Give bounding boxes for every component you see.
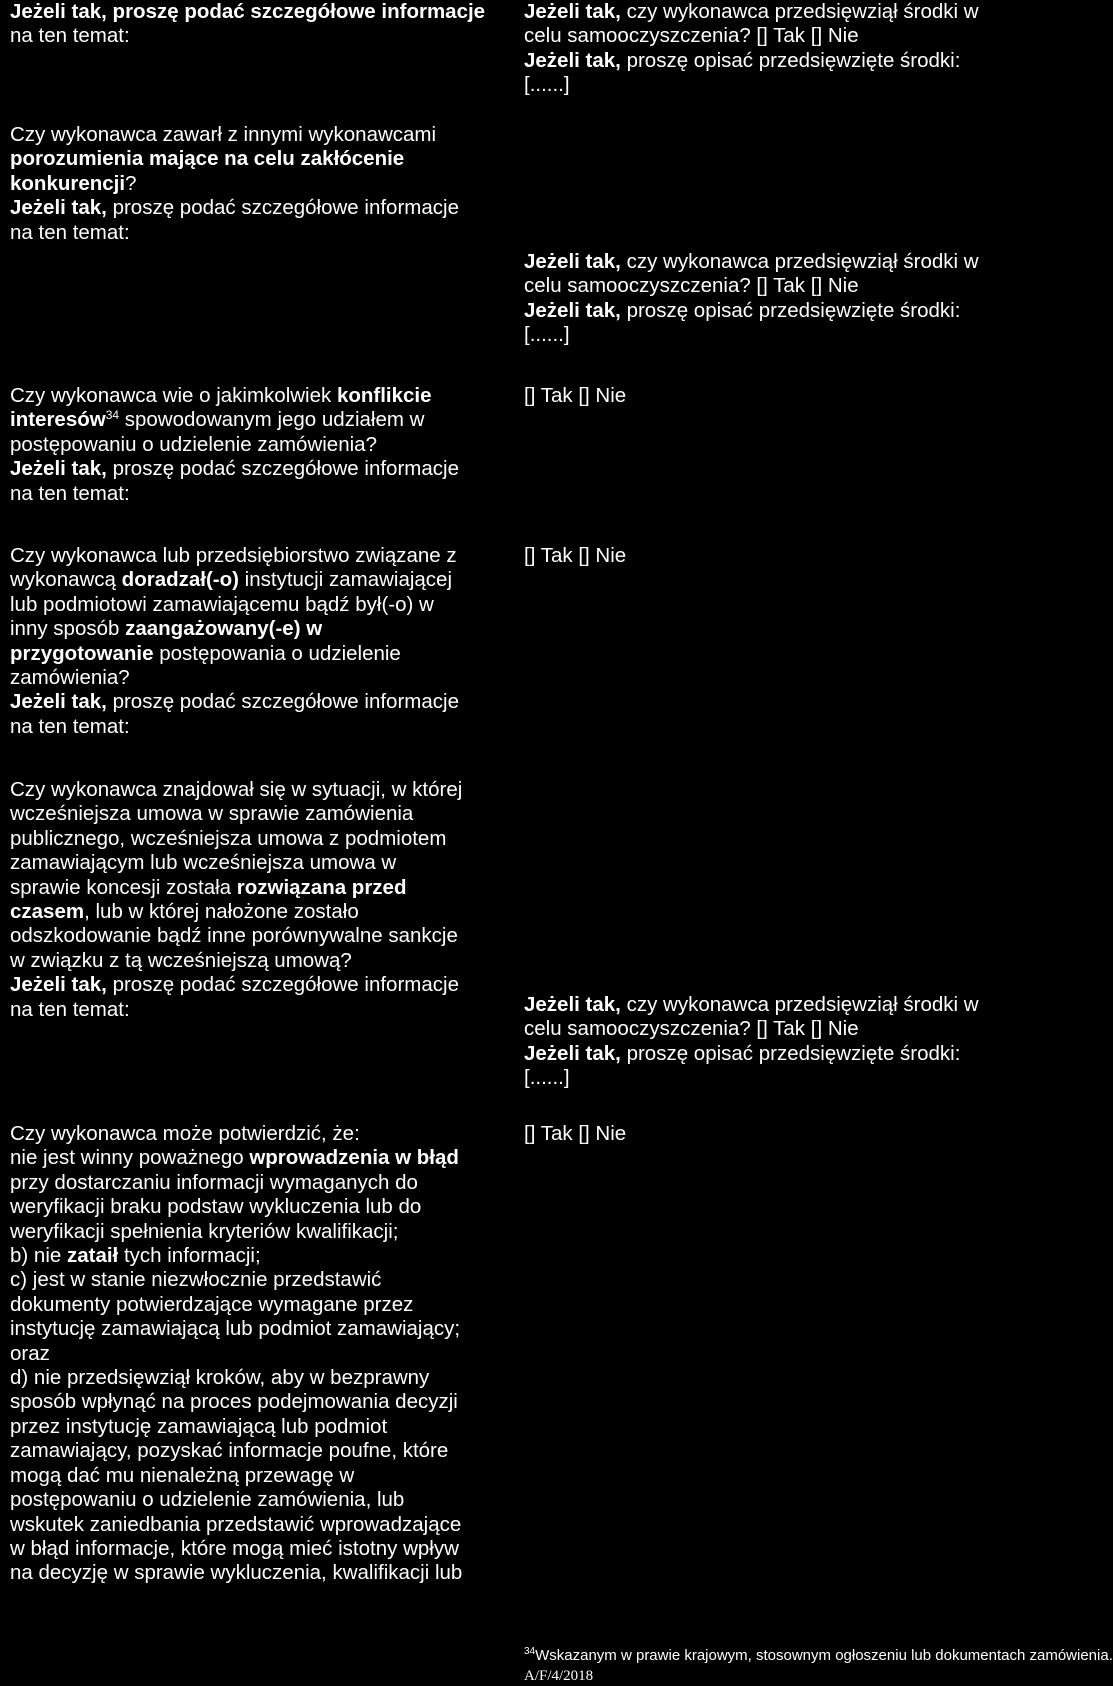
footnote-text: Wskazanym w prawie krajowym, stosownym ogłoszeniu lub dokumentach zamówienia.	[535, 1647, 1113, 1664]
block4-right	[524, 544, 1024, 568]
measures-field[interactable]: [......]	[524, 1066, 570, 1090]
document-reference: A/F/4/2018	[524, 1668, 594, 1684]
block1-left	[10, 0, 510, 49]
block1-right: Jeżeli tak, czy wykonawca przedsięwziął środki w celu samooczyszczenia? [] Tak [] Nie Jeżeli tak, proszę opisać przedsięwzięte środki: [......]	[524, 0, 1024, 98]
confirm-yes-no[interactable]: [] Tak [] Nie	[524, 1122, 627, 1145]
advised-yes-no[interactable]: [] Tak [] Nie	[524, 544, 627, 567]
block5-right: Jeżeli tak, czy wykonawca przedsięwziął środki w celu samooczyszczenia? [] Tak [] Nie Jeżeli tak, proszę opisać przedsięwzięte środki: [......]	[524, 993, 1024, 1091]
details-prompt-cont: na ten temat:	[10, 24, 130, 48]
details-prompt: Jeżeli tak, proszę podać szczegółowe informacje	[10, 0, 486, 23]
block3-left: Czy wykonawca wie o jakimkolwiek konflikcie interesów$^{34}$ spowodowanym jego udziałem w postępowaniu o udzielenie zamówienia? Jeżeli tak, proszę podać szczegółowe informacje na ten temat:	[10, 384, 459, 505]
measures-field[interactable]: [......]	[524, 73, 570, 97]
block2-right: Jeżeli tak, czy wykonawca przedsięwziął środki w celu samooczyszczenia? [] Tak [] Nie Jeżeli tak, proszę opisać przedsięwzięte środki: [......]	[524, 250, 1024, 348]
block6-right	[524, 1122, 1024, 1146]
block2-left: Czy wykonawca zawarł z innymi wykonawcami porozumienia mające na celu zakłócenie konkurencji? Jeżeli tak, proszę podać szczegółowe informacje na ten temat:	[10, 123, 459, 244]
self-cleaning-yes-no[interactable]: celu samooczyszczenia? [] Tak [] Nie	[524, 24, 859, 48]
conflict-yes-no[interactable]: [] Tak [] Nie	[524, 384, 627, 407]
footnote-number: 34	[524, 1646, 536, 1657]
measures-field[interactable]: [......]	[524, 323, 570, 347]
block5-left: Czy wykonawca znajdował się w sytuacji, w której wcześniejsza umowa w sprawie zamówienia publicznego, wcześniejsza umowa z podmiotem zamawiającym lub wcześniejsza umowa w sprawie koncesji została rozwiązana przed czasem, lub w której nałożone zostało odszkodowanie bądź inne porównywalne sankcje w związku z tą wcześniejszą umową? Jeżeli tak, proszę podać szczegółowe informacje na ten temat:	[10, 778, 463, 1021]
block6-left: Czy wykonawca może potwierdzić, że: nie jest winny poważnego wprowadzenia w błąd przy dostarczaniu informacji wymaganych do weryfikacji braku podstaw wykluczenia lub do weryfikacji spełnienia kryteriów kwalifikacji; b) nie zataił tych informacji; c) jest w stanie niezwłocznie przedstawić dokumenty potwierdzające wymagane przez instytucję zamawiającą lub podmiot zamawiający; oraz d) nie przedsięwziął kroków, aby w bezprawny sposób wpłynąć na proces podejmowania decyzji przez instytucję zamawiającą lub podmiot zamawiający, pozyskać informacje poufne, które mogą dać mu nienależną przewagę w postępowaniu o udzielenie zamówienia, lub wskutek zaniedbania przedstawić wprowadzające w błąd informacje, które mogą mieć istotny wpływ na decyzję w sprawie wykluczenia, kwalifikacji lub	[10, 1122, 463, 1585]
footnote	[524, 1647, 1113, 1665]
self-cleaning-yes-no[interactable]: celu samooczyszczenia? [] Tak [] Nie	[524, 1017, 859, 1041]
block4-left: Czy wykonawca lub przedsiębiorstwo związane z wykonawcą doradzał(-o) instytucji zamawiającej lub podmiotowi zamawiającemu bądź był(-o) w inny sposób zaangażowany(-e) w przygotowanie postępowania o udzielenie zamówienia? Jeżeli tak, proszę podać szczegółowe informacje na ten temat:	[10, 544, 459, 738]
self-cleaning-yes-no[interactable]: celu samooczyszczenia? [] Tak [] Nie	[524, 274, 859, 298]
footnote-ref: 34	[105, 408, 120, 423]
block3-right	[524, 384, 1024, 408]
